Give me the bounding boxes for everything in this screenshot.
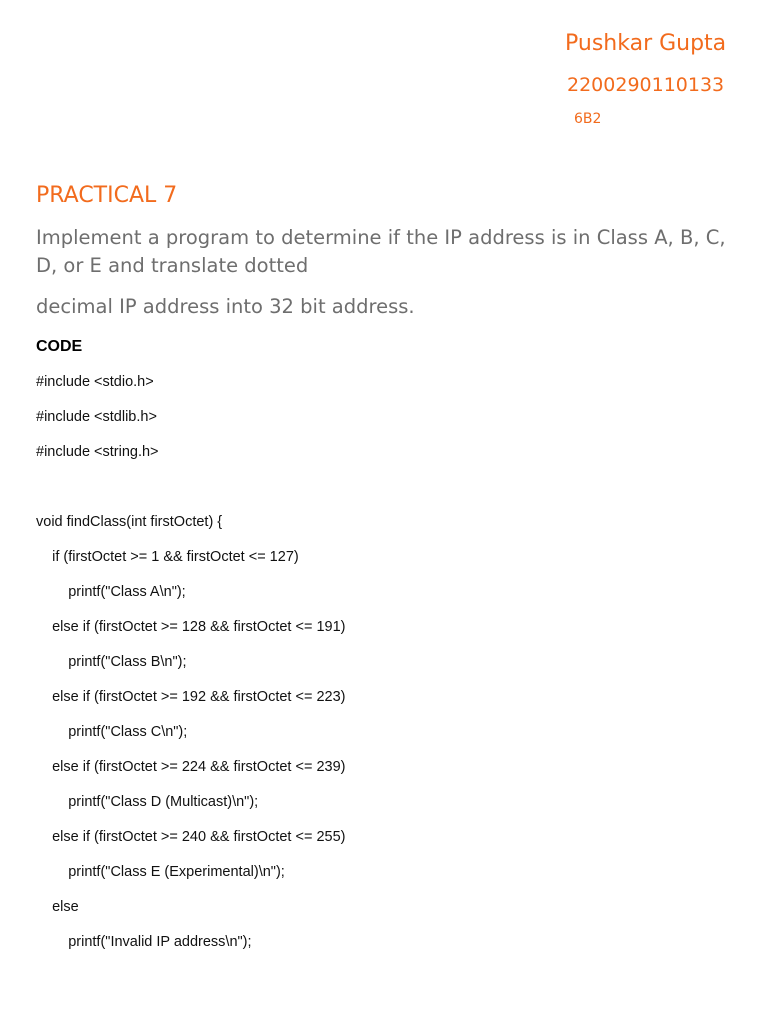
aim-text-line2: decimal IP address into 32 bit address. (36, 295, 415, 318)
practical-title: PRACTICAL 7 (36, 183, 178, 208)
code-line: printf("Class C\n"); (36, 724, 188, 740)
code-line: else if (firstOctet >= 224 && firstOctet <= 239) (36, 759, 346, 775)
section-label: 6B2 (574, 111, 602, 127)
code-line: else if (firstOctet >= 192 && firstOctet <= 223) (36, 689, 346, 705)
aim-text-line1: Implement a program to determine if the IP address is in Class A, B, C, D, or E and translate dotted (36, 226, 726, 277)
roll-number: 2200290110133 (567, 74, 725, 96)
code-line: #include <stdlib.h> (36, 409, 157, 425)
code-line: printf("Class A\n"); (36, 584, 186, 600)
code-line: printf("Class B\n"); (36, 654, 187, 670)
code-line: else if (firstOctet >= 240 && firstOctet <= 255) (36, 829, 346, 845)
code-line: printf("Invalid IP address\n"); (36, 934, 252, 950)
code-line: printf("Class D (Multicast)\n"); (36, 794, 259, 810)
code-line: else if (firstOctet >= 128 && firstOctet <= 191) (36, 619, 346, 635)
author-name: Pushkar Gupta (565, 31, 727, 56)
code-line: if (firstOctet >= 1 && firstOctet <= 127) (36, 549, 299, 565)
code-heading: CODE (36, 338, 83, 355)
code-line: void findClass(int firstOctet) { (36, 514, 223, 530)
code-line: #include <stdio.h> (36, 374, 154, 390)
code-line: printf("Class E (Experimental)\n"); (36, 864, 285, 880)
code-line: else (36, 899, 79, 915)
code-line: #include <string.h> (36, 444, 159, 460)
